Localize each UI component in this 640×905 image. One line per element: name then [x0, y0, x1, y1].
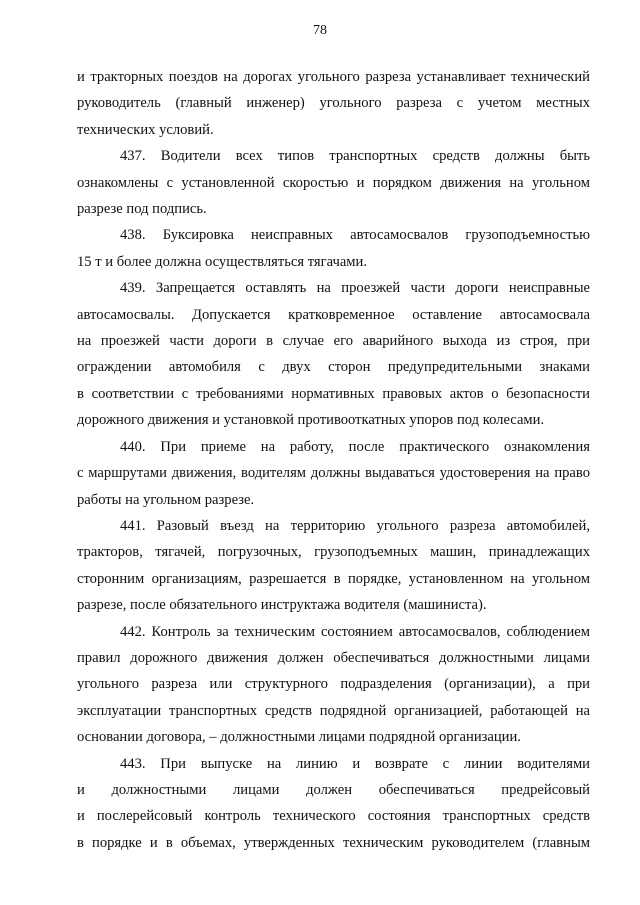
document-body	[77, 64, 590, 856]
text-line: тракторов, тягачей, погрузочных, грузоподъемных машин, принадлежащих	[77, 544, 590, 561]
text-line: угольного разреза или структурного подразделения (организации), а при	[77, 676, 590, 693]
text-line: и послерейсовый контроль технического состояния транспортных средств	[77, 808, 590, 825]
text-line: автосамосвалы. Допускается кратковременное оставление автосамосвала	[77, 306, 590, 323]
text-line: разрезе под подпись.	[77, 201, 207, 218]
paragraph-443	[77, 751, 590, 857]
text-line: 442. Контроль за техническим состоянием автосамосвалов, соблюдением	[120, 623, 590, 640]
paragraph-440	[77, 434, 590, 513]
paragraph-439	[77, 275, 590, 433]
text-line: ограждении автомобиля с двух сторон предупредительными знаками	[77, 359, 590, 376]
paragraph-continuation	[77, 64, 590, 143]
text-line: в порядке и в объемах, утвержденных техническим руководителем (главным	[77, 834, 590, 851]
text-line: работы на угольном разрезе.	[77, 491, 255, 508]
paragraph-437	[77, 143, 590, 222]
paragraph-442	[77, 619, 590, 751]
page-number: 78	[313, 23, 327, 38]
text-line: 443. При выпуске на линию и возврате с линии водителями	[120, 755, 590, 772]
text-line: ознакомлены с установленной скоростью и порядком движения на угольном	[77, 174, 590, 191]
paragraph-438	[77, 222, 590, 275]
text-line: технических условий.	[77, 121, 214, 138]
text-line: разрезе, после обязательного инструктажа водителя (машиниста).	[77, 597, 487, 614]
text-line: 441. Разовый въезд на территорию угольного разреза автомобилей,	[120, 517, 590, 534]
text-line: дорожного движения и установкой противооткатных упоров под колесами.	[77, 412, 545, 429]
text-line: руководитель (главный инженер) угольного разреза с учетом местных	[77, 95, 590, 112]
text-line: основании договора, – должностными лицами подрядной организации.	[77, 729, 521, 746]
text-line: 438. Буксировка неисправных автосамосвалов грузоподъемностью	[120, 227, 590, 244]
text-line: 437. Водители всех типов транспортных средств должны быть	[120, 148, 590, 165]
text-line: с маршрутами движения, водителям должны выдаваться удостоверения на право	[77, 465, 590, 482]
text-line: 15 т и более должна осуществляться тягачами.	[77, 253, 368, 270]
text-line: и должностными лицами должен обеспечиваться предрейсовый	[77, 781, 590, 798]
text-line: в соответствии с требованиями нормативных правовых актов о безопасности	[77, 385, 590, 402]
text-line: на проезжей части дороги в случае его аварийного выхода из строя, при	[77, 333, 590, 350]
text-line: и тракторных поездов на дорогах угольного разреза устанавливает технический	[77, 69, 590, 85]
text-line: правил дорожного движения должен обеспечиваться должностными лицами	[77, 649, 590, 666]
text-line: 440. При приеме на работу, после практического ознакомления	[120, 438, 590, 455]
text-line: 439. Запрещается оставлять на проезжей части дороги неисправные	[120, 280, 590, 297]
text-line: сторонним организациям, разрешается в порядке, установленном на угольном	[77, 570, 590, 587]
paragraph-441	[77, 513, 590, 619]
text-line: эксплуатации транспортных средств подрядной организацией, работающей на	[77, 702, 590, 719]
